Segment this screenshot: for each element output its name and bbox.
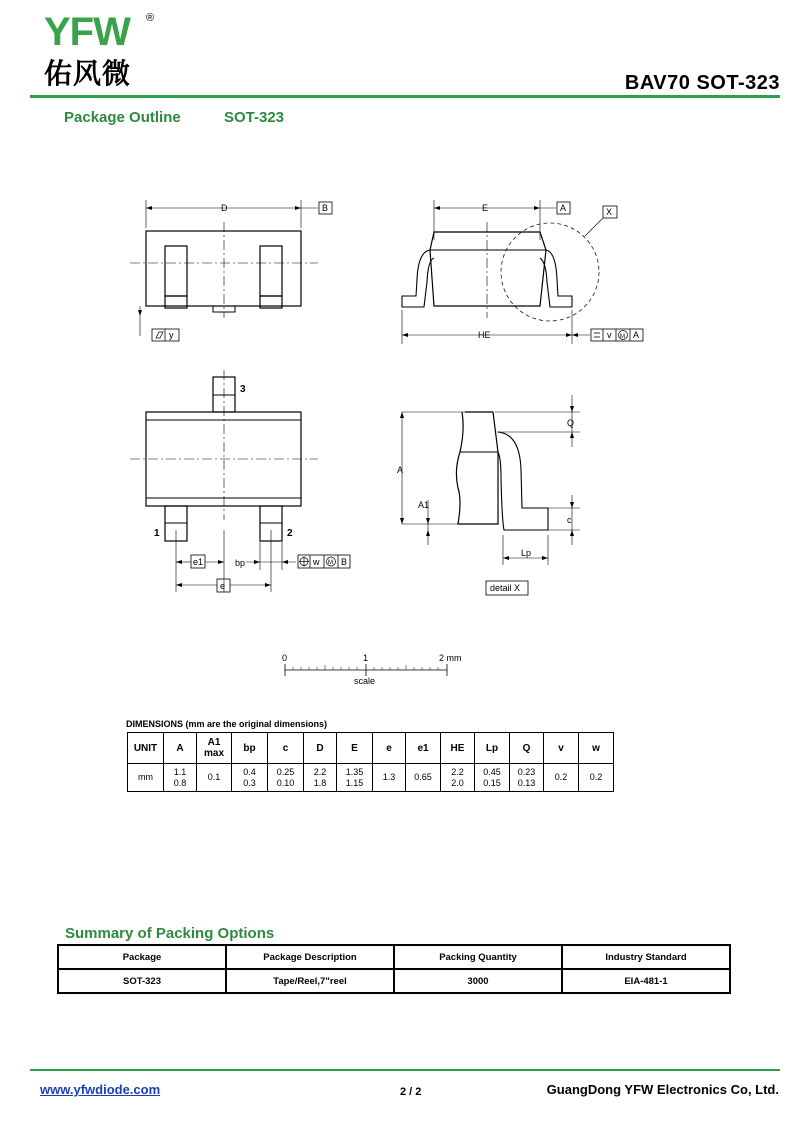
pin-1: 1 [154,528,160,539]
header-E: E [337,733,373,764]
side-view [402,200,643,344]
cell-D [304,764,337,792]
cell-e1: 0.65 [406,764,441,792]
header-unit: UNIT [128,733,164,764]
header-A1: A1 max [197,733,232,764]
header-HE: HE [441,733,475,764]
cell-A-max: 1.1 [173,766,187,777]
company-name: GuangDong YFW Electronics Co, Ltd. [546,1082,779,1097]
cell-Lp-min: 0.15 [483,777,501,788]
packing-header-package: Package [58,945,226,969]
footer-divider [30,1069,780,1071]
ref-B-top: B [322,203,329,213]
pin-2: 2 [287,528,293,539]
detail-x-view [397,395,580,595]
label-v: v [607,330,612,340]
label-A1: A1 [418,500,430,510]
header-e1: e1 [406,733,441,764]
label-detail-x: detail X [490,583,521,593]
package-outline-label: Package Outline [64,109,181,126]
page-number: 2 / 2 [400,1086,422,1098]
bottom-view [130,370,350,592]
label-c: c [567,515,572,525]
page-title: BAV70 SOT-323 [624,72,780,94]
label-Lp: Lp [521,548,532,558]
logo-letters: YFW [44,10,130,54]
dimensions-caption: DIMENSIONS (mm are the original dimensions) [126,719,328,729]
packing-table [57,944,731,994]
cell-D-min: 1.8 [313,777,327,788]
website-link[interactable]: www.yfwdiode.com [40,1082,161,1097]
cell-w: 0.2 [579,764,614,792]
logo-chinese: 佑风微 [44,57,132,90]
header-v: v [544,733,579,764]
dimensions-value-row [128,764,614,792]
cell-unit: mm [128,764,164,792]
cell-bp [232,764,268,792]
scale-label: scale [354,676,376,686]
cell-c-min: 0.10 [276,777,295,788]
packing-description: Tape/Reel,7"reel [226,969,394,993]
pin-3: 3 [240,384,246,395]
cell-A [164,764,197,792]
label-D: D [221,203,228,213]
packing-package: SOT-323 [58,969,226,993]
cell-Lp-max: 0.45 [483,766,501,777]
scale-0: 0 [282,653,288,663]
packing-quantity: 3000 [394,969,562,993]
label-w: w [313,557,320,567]
label-bp: bp [235,558,246,568]
label-M-top: M [620,334,625,340]
cell-HE-max: 2.2 [451,766,464,777]
label-Q: Q [567,418,575,428]
label-e: e [220,581,226,591]
dimensions-header-row [128,733,614,764]
header-D: D [304,733,337,764]
cell-HE [441,764,475,792]
cell-E-min: 1.15 [345,777,364,788]
cell-D-max: 2.2 [313,766,327,777]
cell-A1: 0.1 [197,764,232,792]
cell-bp-min: 0.3 [243,777,256,788]
header-Q: Q [510,733,544,764]
cell-E [337,764,373,792]
header-e: e [373,733,406,764]
packing-header-description: Package Description [226,945,394,969]
dimensions-table [127,732,614,792]
cell-Q-max: 0.23 [517,766,536,777]
cell-v: 0.2 [544,764,579,792]
cell-bp-max: 0.4 [243,766,256,777]
label-M-bottom: M [328,560,333,566]
packing-row [58,969,730,993]
packing-standard: EIA-481-1 [562,969,730,993]
label-e1: e1 [193,557,204,567]
header-w: w [579,733,614,764]
header-bp: bp [232,733,268,764]
cell-E-max: 1.35 [345,766,364,777]
packing-header-quantity: Packing Quantity [394,945,562,969]
package-name: SOT-323 [224,109,285,126]
header-Lp: Lp [475,733,510,764]
top-view [130,200,332,341]
packing-header-row [58,945,730,969]
label-y: y [169,330,174,340]
cell-Lp [475,764,510,792]
packing-heading: Summary of Packing Options [65,925,275,942]
header-A: A [164,733,197,764]
cell-HE-min: 2.0 [451,777,464,788]
ref-B-tol: B [341,557,348,567]
label-A-detail: A [397,465,404,475]
packing-header-standard: Industry Standard [562,945,730,969]
cell-A-min: 0.8 [173,777,187,788]
cell-e: 1.3 [373,764,406,792]
ref-X: X [606,207,613,217]
ref-A-top: A [560,203,567,213]
scale-bar [282,653,462,686]
label-HE: HE [478,330,491,340]
header-c: c [268,733,304,764]
cell-Q [510,764,544,792]
ref-A-tol: A [633,330,640,340]
cell-Q-min: 0.13 [517,777,536,788]
label-E: E [482,203,489,213]
scale-2: 2 mm [439,653,462,663]
logo-registered: ® [146,12,155,24]
cell-c [268,764,304,792]
cell-c-max: 0.25 [276,766,295,777]
scale-1: 1 [363,653,369,663]
